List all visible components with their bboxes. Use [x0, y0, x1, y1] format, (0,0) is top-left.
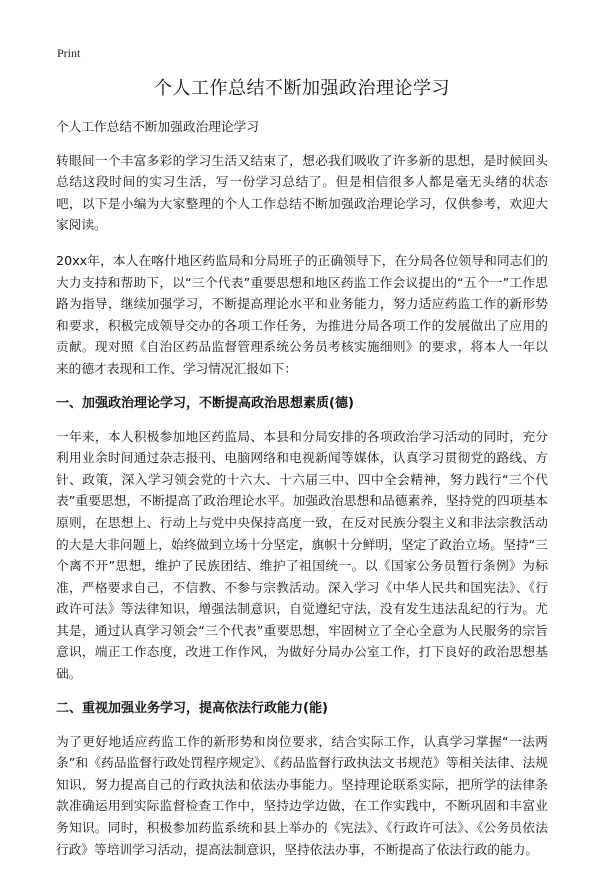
document-subtitle: 个人工作总结不断加强政治理论学习	[56, 119, 259, 134]
section-political-study-paragraph: 一年来，本人积极参加地区药监局、本县和分局安排的各项政治学习活动的同时，充分利用业余时间通过杂志报刊、电脑网络和电视新闻等媒体，认真学习贯彻党的路线、方针、政策，深入学习领会党的十六大、十六届三中、四中全会精神，努力践行“三个代表”重要思想，不断提高了政治理论水平。加强政治思想和品德素养，坚持党的四项基本原则，在思想上、行动上与党中央保持高度一致，在反对民族分裂主义和非法宗教活动的大是大非问题上，始终做到立场十分坚定，旗帜十分鲜明，坚定了政治立场。坚持“三个离不开”思想，维护了民族团结、维护了祖国统一。以《国家公务员暂行条例》为标准，严格要求自己，不信教、不参与宗教活动。深入学习《中华人民共和国宪法》、《行政许可法》等法律知识，增强法制意识，自觉遵纪守法，没有发生违法乱纪的行为。尤其是，通过认真学习领会“三个代表”重要思想，牢固树立了全心全意为人民服务的宗旨意识，端正工作态度，改进工作作风，为做好分局办公室工作，打下良好的政治思想基础。	[56, 428, 548, 682]
section-heading-political-study: 一、加强政治理论学习，不断提高政治思想素质(德)	[56, 395, 354, 411]
intro-paragraph: 转眼间一个丰富多彩的学习生活又结束了，想必我们吸收了许多新的思想，是时候回头总结这段时间的实习生活，写一份学习总结了。但是相信很多人都是毫无头绪的状态吧，以下是小编为大家整理的个人工作总结不断加强政治理论学习，仅供参考，欢迎大家阅读。	[56, 152, 548, 233]
section-heading-business-study: 二、重视加强业务学习，提高依法行政能力(能)	[56, 700, 328, 716]
document-title: 个人工作总结不断加强政治理论学习	[154, 78, 450, 99]
section-business-study-paragraph: 为了更好地适应药监工作的新形势和岗位要求，结合实际工作，认真学习掌握“一法两条”和《药品监督行政处罚程序规定》、《药品监督行政执法文书规范》等相关法律、法规知识，努力提高自己的行政执法和依法办事能力。坚持理论联系实际，把所学的法律条款准确运用到实际监督检查工作中，坚持边学边做，在工作实践中，不断巩固和丰富业务知识。同时，积极参加药监系统和县上举办的《宪法》、《行政许可法》、《公务员依法行政》等培训学习活动，提高法制意识，坚持依法办事，不断提高了依法行政的能力。	[56, 733, 548, 857]
print-link[interactable]: Print	[57, 46, 81, 60]
opening-paragraph: 20xx年，本人在喀什地区药监局和分局班子的正确领导下，在分局各位领导和同志们的大力支持和帮助下，以“三个代表”重要思想和地区药监工作会议提出的“五个一”工作思路为指导，继续加强学习，不断提高理论水平和业务能力，努力适应药监工作的新形势和要求，积极完成领导交办的各项工作任务，为推进分局各项工作的发展做出了应用的贡献。现对照《自治区药品监督管理系统公务员考核实施细则》的要求，将本人一年以来的德才表现和工作、学习情况汇报如下：	[56, 252, 548, 376]
document-content	[56, 116, 548, 874]
